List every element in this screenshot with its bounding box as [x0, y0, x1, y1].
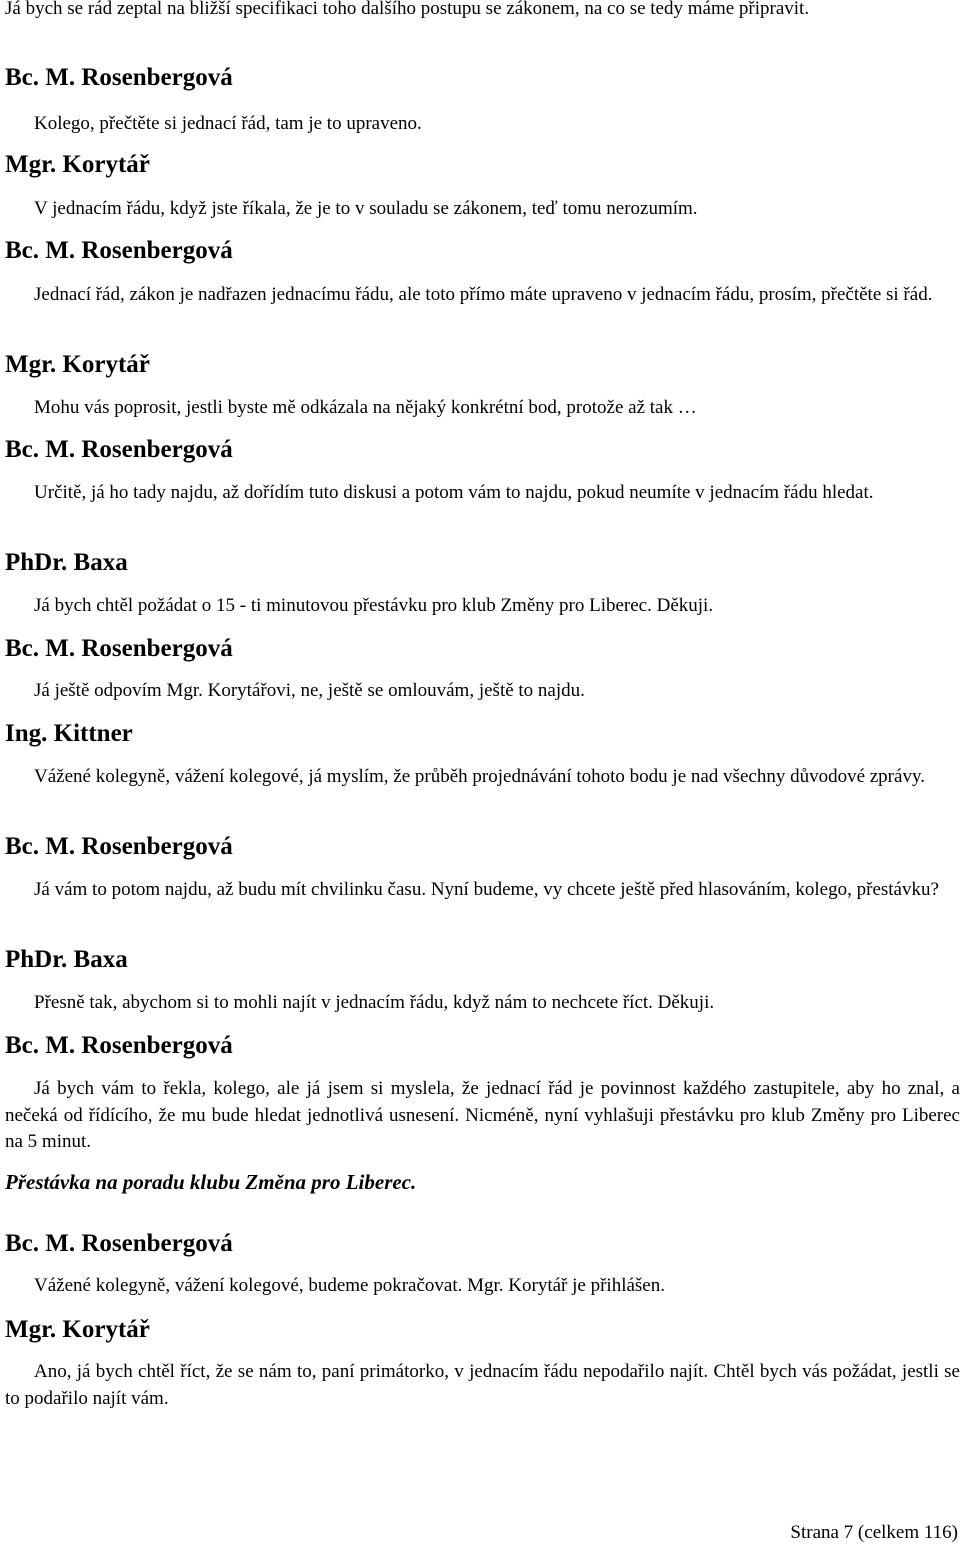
speaker-name: Bc. M. Rosenbergová — [5, 64, 233, 91]
speaker-name: Mgr. Korytář — [5, 351, 150, 378]
speaker-name: Bc. M. Rosenbergová — [5, 436, 233, 463]
speech-paragraph: Vážené kolegyně, vážení kolegové, budeme pokračovat. Mgr. Korytář je přihlášen. — [34, 1275, 665, 1296]
speech-paragraph: Určitě, já ho tady najdu, až dořídím tuto diskusi a potom vám to najdu, pokud neumíte v jednacím řádu hledat. — [34, 482, 874, 503]
speech-paragraph: Ano, já bych chtěl říct, že se nám to, paní primátorko, v jednacím řádu nepodařilo najít. Chtěl bych vás požádat, jestli se to podařilo najít vám. — [5, 1361, 960, 1409]
session-note: Přestávka na poradu klubu Změna pro Liberec. — [5, 1170, 417, 1194]
speech-paragraph: Já bych vám to řekla, kolego, ale já jsem si myslela, že jednací řád je povinnost každého zastupitele, aby ho znal, a nečeká od řídícího, že mu bude hledat jednotlivá usnesení. Nicméně, nyní vyhlašuji přestávku pro klub Změny pro Liberec na 5 minut. — [5, 1078, 960, 1152]
speech-paragraph: Já ještě odpovím Mgr. Korytářovi, ne, ještě se omlouvám, ještě to najdu. — [34, 680, 585, 701]
speech-paragraph: Já vám to potom najdu, až budu mít chvilinku času. Nyní budeme, vy chcete ještě před hlasováním, kolego, přestávku? — [34, 879, 939, 900]
speech-paragraph: V jednacím řádu, když jste říkala, že je to v souladu se zákonem, teď tomu nerozumím. — [34, 198, 698, 219]
page-number: Strana 7 (celkem 116) — [790, 1522, 958, 1543]
speaker-name: PhDr. Baxa — [5, 549, 128, 576]
speaker-name: Bc. M. Rosenbergová — [5, 833, 233, 860]
speech-paragraph: Jednací řád, zákon je nadřazen jednacímu řádu, ale toto přímo máte upraveno v jednacím řádu, prosím, přečtěte si řád. — [34, 284, 933, 305]
speaker-name: PhDr. Baxa — [5, 946, 128, 973]
speaker-name: Bc. M. Rosenbergová — [5, 237, 233, 264]
speech-paragraph: Já bych chtěl požádat o 15 - ti minutovou přestávku pro klub Změny pro Liberec. Děkuji. — [34, 595, 714, 616]
speaker-name: Bc. M. Rosenbergová — [5, 635, 233, 662]
speech-paragraph: Kolego, přečtěte si jednací řád, tam je to upraveno. — [34, 113, 422, 134]
speech-paragraph: Mohu vás poprosit, jestli byste mě odkázala na nějaký konkrétní bod, protože až tak … — [34, 397, 697, 418]
speaker-name: Mgr. Korytář — [5, 1316, 150, 1343]
speaker-name: Mgr. Korytář — [5, 151, 150, 178]
speech-paragraph: Přesně tak, abychom si to mohli najít v jednacím řádu, když nám to nechcete říct. Děkuji. — [34, 992, 715, 1013]
speech-paragraph: Já bych se rád zeptal na bližší specifikaci toho dalšího postupu se zákonem, na co se tedy máme připravit. — [5, 0, 810, 19]
speaker-name: Bc. M. Rosenbergová — [5, 1032, 233, 1059]
speech-paragraph: Vážené kolegyně, vážení kolegové, já myslím, že průběh projednávání tohoto bodu je nad všechny důvodové zprávy. — [34, 766, 925, 787]
speaker-name: Bc. M. Rosenbergová — [5, 1230, 233, 1257]
speaker-name: Ing. Kittner — [5, 720, 133, 747]
